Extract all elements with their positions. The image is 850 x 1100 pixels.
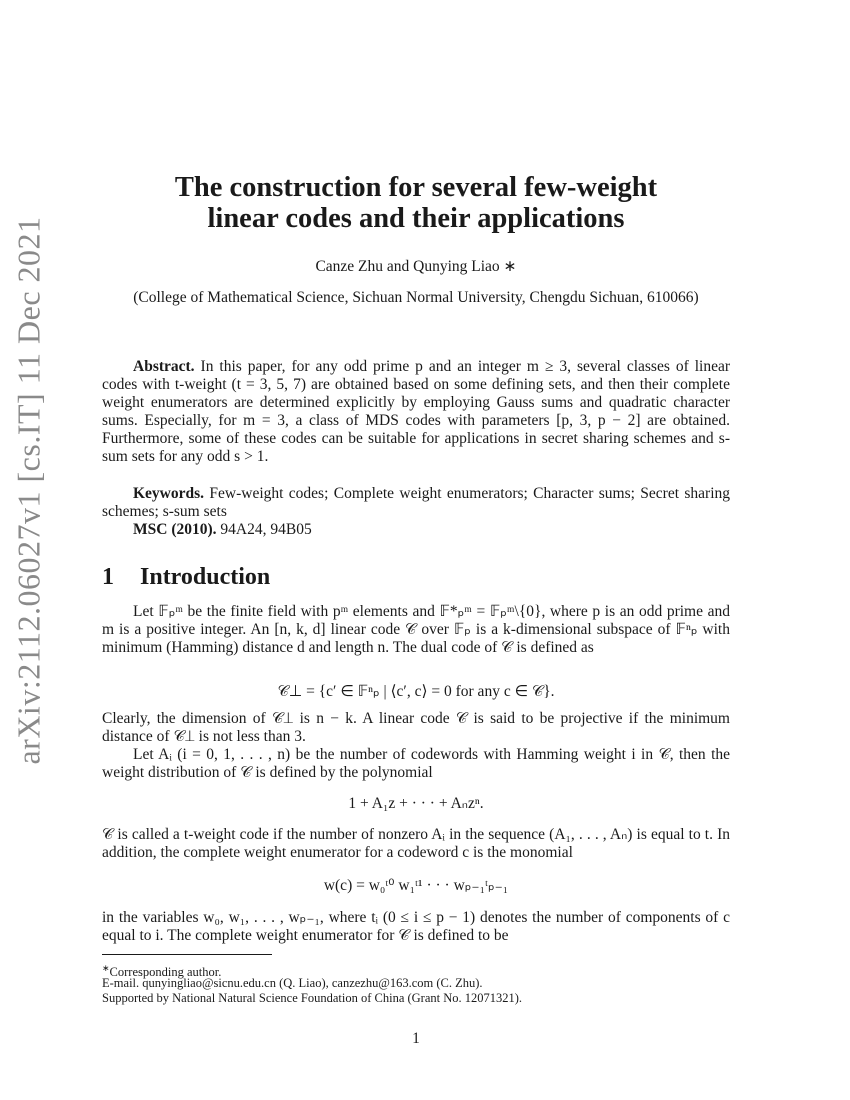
intro-paragraph-5: in the variables w₀, w₁, . . . , wₚ₋₁, where tᵢ (0 ≤ i ≤ p − 1) denotes the number of components of c equal to i. The complete weight enumerator for 𝒞 is defined to be (102, 909, 730, 944)
intro-paragraph-3: Let Aᵢ (i = 0, 1, . . . , n) be the number of codewords with Hamming weight i in 𝒞, then the weight distribution of 𝒞 is defined by the polynomial (102, 746, 730, 781)
keywords-label: Keywords. (133, 485, 205, 502)
footnote-mark: ∗ (102, 963, 110, 973)
section-title: Introduction (140, 564, 271, 590)
title-line-2: linear codes and their applications (207, 203, 625, 234)
footnote-funding: Supported by National Natural Science Foundation of China (Grant No. 12071321). (102, 991, 523, 1005)
authors: Canze Zhu and Qunying Liao ∗ (315, 258, 517, 275)
footnote-corresponding-text: Corresponding author. (109, 965, 222, 980)
affiliation: (College of Mathematical Science, Sichuan Normal University, Chengdu Sichuan, 610066) (133, 289, 699, 306)
msc-label: MSC (2010). (133, 521, 217, 538)
equation-weight-monomial: w(c) = w₀ᵗ⁰ w₁ᵗ¹ · · · wₚ₋₁ᵗₚ₋₁ (323, 877, 509, 894)
footnote-email: E-mail. qunyingliao@sicnu.edu.cn (Q. Liao), canzezhu@163.com (C. Zhu). (102, 976, 483, 990)
equation-dual-code: 𝒞⊥ = {c′ ∈ 𝔽ⁿₚ | ⟨c′, c⟩ = 0 for any c ∈ 𝒞}. (277, 683, 555, 700)
arxiv-stamp-text: arXiv:2112.06027v1 [cs.IT] 11 Dec 2021 (10, 215, 47, 765)
section-number: 1 (102, 564, 114, 590)
abstract-label: Abstract. (133, 358, 195, 375)
msc-text: 94A24, 94B05 (220, 521, 312, 538)
equation-weight-polynomial: 1 + A₁z + · · · + Aₙzⁿ. (348, 795, 484, 812)
footnote-rule (102, 954, 272, 955)
keywords (102, 485, 730, 521)
abstract-text: In this paper, for any odd prime p and an integer m ≥ 3, several classes of linear codes with t-weight (t = 3, 5, 7) are obtained based on some defining sets, and then their complete weight enumerators are determined explicitly by employing Gauss sums and quadratic character sums. Especially, for m = 3, a class of MDS codes with parameters [p, 3, p − 2] are obtained. Furthermore, some of these codes can be suitable for applications in secret sharing schemes and s-sum sets for any odd s > 1. (102, 358, 731, 465)
msc (102, 521, 730, 539)
abstract (102, 358, 730, 466)
section-heading (102, 564, 270, 591)
intro-paragraph-4: 𝒞 is called a t-weight code if the number of nonzero Aᵢ in the sequence (A₁, . . . , Aₙ) is equal to t. In addition, the complete weight enumerator for a codeword c is the monomial (102, 826, 730, 861)
intro-paragraph-1: Let 𝔽ₚᵐ be the finite field with pᵐ elements and 𝔽*ₚᵐ = 𝔽ₚᵐ\{0}, where p is an odd prime and m is a positive integer. An [n, k, d] linear code 𝒞 over 𝔽ₚ is a k-dimensional subspace of 𝔽ⁿₚ with minimum (Hamming) distance d and length n. The dual code of 𝒞 is defined as (102, 603, 730, 656)
intro-paragraph-2: Clearly, the dimension of 𝒞⊥ is n − k. A linear code 𝒞 is said to be projective if the minimum distance of 𝒞⊥ is not less than 3. (102, 710, 730, 745)
keywords-text: Few-weight codes; Complete weight enumerators; Character sums; Secret sharing schemes; s-sum sets (102, 485, 731, 520)
arxiv-stamp (4, 215, 54, 765)
title-line-1: The construction for several few-weight (174, 172, 658, 203)
paper-title (102, 172, 730, 234)
page-number: 1 (412, 1030, 420, 1047)
